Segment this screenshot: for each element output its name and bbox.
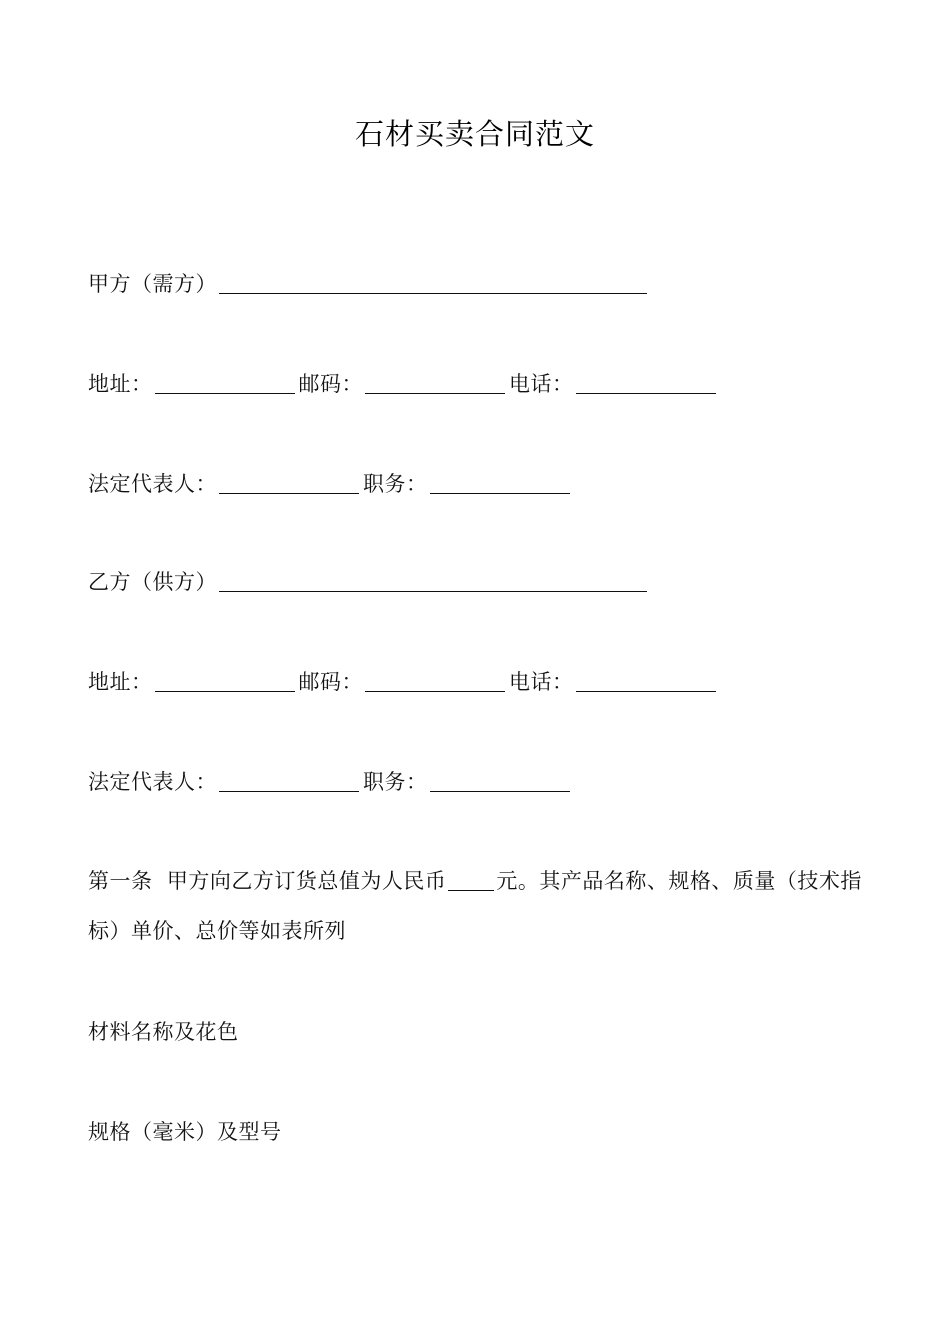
party-b-rep-line [88,766,574,798]
party-b-zip-blank[interactable] [365,667,505,692]
article-1-prefix: 第一条 甲方向乙方订货总值为人民币 [88,869,447,893]
party-a-name-blank[interactable] [219,269,647,294]
party-b-position-blank[interactable] [430,767,570,792]
total-amount-blank[interactable] [448,866,494,891]
party-a-rep-blank[interactable] [219,469,359,494]
party-a-address-blank[interactable] [155,369,295,394]
party-a-position-label: 职务： [363,472,428,496]
party-a-phone-blank[interactable] [576,369,716,394]
party-b-contact-line [88,666,720,698]
party-b-line [88,566,651,598]
page-title: 石材买卖合同范文 [354,117,595,151]
party-b-phone-blank[interactable] [576,667,716,692]
party-b-position-label: 职务： [363,770,428,794]
material-name-heading: 材料名称及花色 [88,1020,239,1044]
article-1-paragraph [88,856,878,956]
spec-model-heading: 规格（毫米）及型号 [88,1120,282,1144]
party-a-rep-label: 法定代表人： [88,472,217,496]
party-b-rep-blank[interactable] [219,767,359,792]
party-b-address-label: 地址： [88,670,153,694]
party-b-name-blank[interactable] [219,567,647,592]
party-a-contact-line [88,368,720,400]
party-a-zip-blank[interactable] [365,369,505,394]
party-a-rep-line [88,468,574,500]
party-a-label: 甲方（需方） [88,272,217,296]
party-b-label: 乙方（供方） [88,570,217,594]
party-a-phone-label: 电话： [509,372,574,396]
party-a-line [88,268,651,300]
party-b-phone-label: 电话： [509,670,574,694]
party-a-address-label: 地址： [88,372,153,396]
party-b-address-blank[interactable] [155,667,295,692]
party-a-position-blank[interactable] [430,469,570,494]
party-b-rep-label: 法定代表人： [88,770,217,794]
party-a-zip-label: 邮码： [298,372,363,396]
party-b-zip-label: 邮码： [298,670,363,694]
article-1-suffix: 元。其产品名称、规格、质量（技术指标）单价、总价等如表所列 [88,869,862,943]
